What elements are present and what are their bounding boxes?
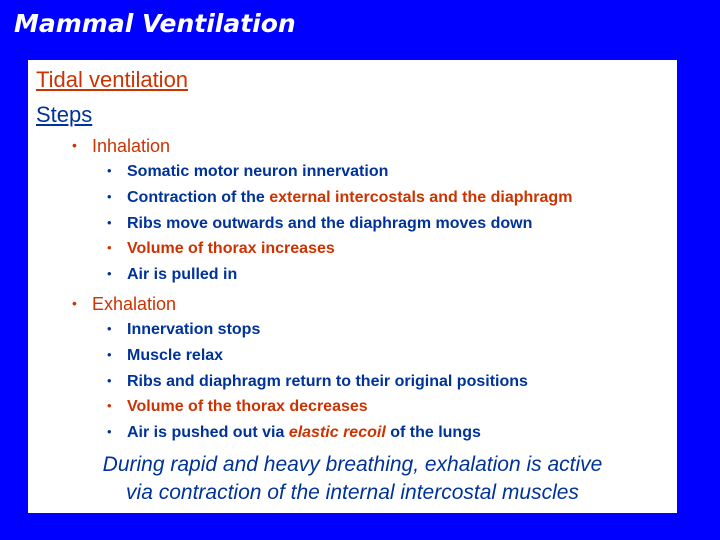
list-item (107, 368, 528, 394)
bullet: • (107, 424, 112, 440)
list-item-text: Volume of the thorax decreases (127, 398, 368, 416)
list-item-text: Muscle relax (127, 346, 224, 364)
list-item (107, 261, 572, 287)
list-item-text: Air is pulled in (127, 266, 238, 284)
list-item-text: Volume of thorax increases (127, 240, 335, 258)
list-item (107, 419, 528, 445)
heading-steps: Steps (36, 102, 93, 127)
footer-line-2: via contraction of the internal intercostal muscles (126, 481, 579, 504)
list-item-text: Contraction of the (127, 188, 270, 206)
list-item (107, 342, 528, 368)
bullet: • (107, 346, 112, 362)
inhalation-steps (107, 158, 572, 287)
list-item-emphasis: elastic recoil (288, 424, 386, 442)
bullet: • (107, 214, 112, 230)
bullet: • (107, 266, 112, 282)
slide-title: Mammal Ventilation (14, 9, 296, 38)
content-panel (28, 60, 677, 513)
list-item (107, 184, 572, 210)
list-item-text: Air is pushed out via (127, 424, 289, 442)
bullet: • (107, 188, 112, 204)
list-item-text: of the lungs (385, 424, 481, 442)
list-item-emphasis: external intercostals and the diaphragm (269, 188, 573, 206)
footer-line-1: During rapid and heavy breathing, exhalation is active (102, 453, 603, 476)
bullet: • (72, 295, 77, 311)
exhalation-label: Exhalation (92, 294, 177, 314)
list-item-text: Ribs move outwards and the diaphragm moves down (127, 214, 533, 232)
list-item (107, 210, 572, 236)
list-item (107, 316, 528, 342)
list-item (107, 235, 572, 261)
list-item-text: Innervation stops (127, 321, 261, 338)
footer-note (28, 451, 677, 507)
list-item-text: Somatic motor neuron innervation (127, 163, 389, 180)
inhalation-heading (72, 134, 170, 157)
bullet: • (107, 372, 112, 388)
inhalation-label: Inhalation (92, 136, 171, 156)
list-item (107, 158, 572, 184)
bullet: • (107, 398, 112, 414)
list-item-text: Ribs and diaphragm return to their original positions (127, 372, 528, 390)
heading-tidal-ventilation: Tidal ventilation (36, 67, 189, 92)
bullet: • (107, 240, 112, 256)
bullet: • (72, 137, 77, 153)
bullet: • (107, 321, 112, 336)
bullet: • (107, 163, 112, 178)
exhalation-steps (107, 316, 528, 445)
list-item (107, 393, 528, 419)
exhalation-heading (72, 292, 176, 315)
